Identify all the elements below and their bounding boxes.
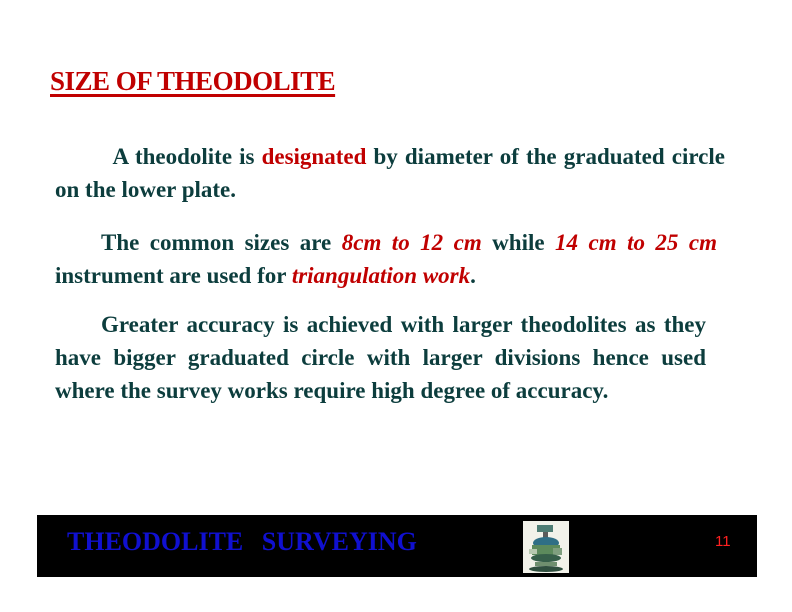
paragraph-accuracy — [55, 308, 706, 407]
p1-highlight: designated — [261, 144, 367, 169]
theodolite-instrument-icon — [523, 521, 569, 573]
p2-text-a: The common sizes are — [101, 230, 342, 255]
footer-title: THEODOLITE SURVEYING — [67, 527, 417, 556]
p2-size-large: 14 cm to 25 cm — [555, 230, 717, 255]
slide-title: SIZE OF THEODOLITE — [50, 66, 336, 96]
footer-bar — [37, 515, 757, 577]
paragraph-designation — [55, 140, 725, 206]
p1-text-a: A theodolite is — [112, 144, 262, 169]
p2-size-small: 8cm to 12 cm — [341, 230, 482, 255]
p2-text-c: while — [481, 230, 556, 255]
p2-text-e: instrument are used for — [55, 263, 292, 288]
p1-text-c: by diameter of the graduated circle on the lower plate. — [55, 144, 725, 202]
p2-triangulation: triangulation work — [291, 263, 471, 288]
paragraph-common-sizes — [55, 226, 717, 292]
p2-text-g: . — [470, 263, 476, 288]
p3-text: Greater accuracy is achieved with larger theodolites as they have bigger graduated circle with larger divisions hence used where the survey works require high degree of accuracy. — [55, 312, 706, 403]
page-number: 11 — [715, 533, 731, 550]
